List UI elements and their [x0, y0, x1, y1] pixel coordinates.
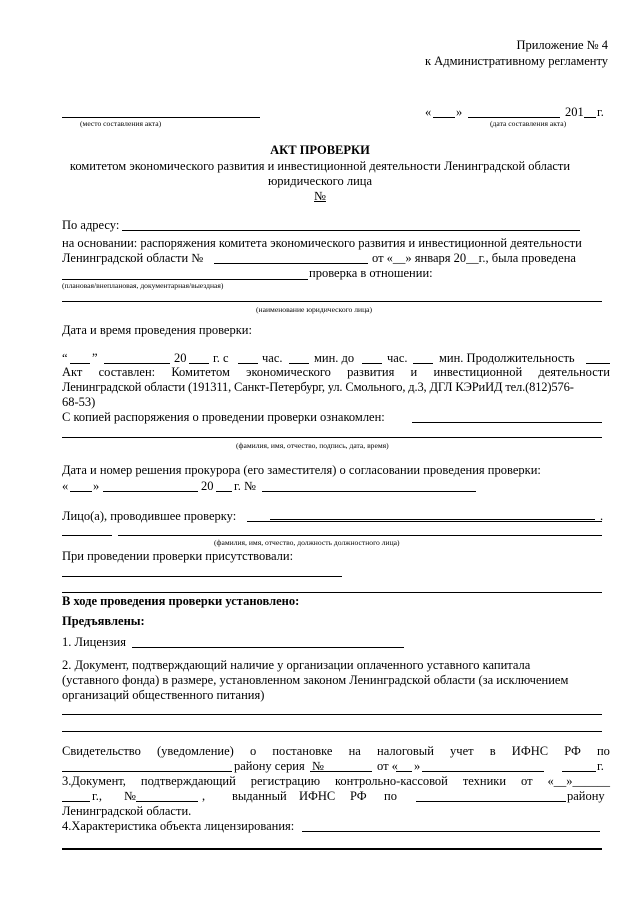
dt-to-min-line	[413, 363, 433, 364]
item3-number-label: №	[124, 789, 136, 803]
item3-word: техники	[462, 774, 507, 788]
date-day-line	[433, 117, 455, 118]
license-line	[132, 647, 404, 648]
regulation-reference: к Административному регламенту	[424, 54, 608, 68]
inspector-end-dot: .	[600, 509, 604, 523]
act-word: деятельности	[538, 365, 610, 379]
appendix-number: Приложение № 4	[516, 38, 608, 52]
address-label: По адресу:	[62, 218, 120, 232]
item3-district-line	[416, 801, 566, 802]
item2-line2: (уставного фонда) в размере, установленном законом Ленинградской области (за исключением	[62, 673, 569, 687]
present-line-1	[62, 576, 342, 577]
cert-year-line	[562, 771, 596, 772]
entity-name-line	[62, 301, 602, 302]
dt-year-line	[189, 363, 209, 364]
certificate-word: постановке	[272, 744, 333, 758]
certificate-word: о	[249, 744, 257, 758]
cert-district-line	[62, 771, 232, 772]
item2-line-b	[62, 731, 602, 732]
item3-line1	[62, 774, 610, 788]
datetime-label: Дата и время проведения проверки:	[62, 323, 252, 337]
certificate-word: РФ	[564, 744, 581, 758]
dt-hour-label-2: час.	[387, 351, 408, 365]
item3-line3: Ленинградской области.	[62, 804, 192, 818]
certificate-word: (уведомление)	[157, 744, 234, 758]
date-quote-open: «	[425, 105, 432, 119]
dt-to-hour-line	[362, 363, 382, 364]
entity-name-caption: (наименование юридического лица)	[256, 305, 373, 314]
item3-word: «__»______	[547, 774, 610, 788]
item3-po: по	[384, 789, 397, 803]
item3-number-line	[136, 801, 198, 802]
act-word: Акт	[62, 365, 83, 379]
bottom-rule	[62, 848, 602, 850]
item2-line3: организаций общественного питания)	[62, 688, 265, 702]
certificate-word: ИФНС	[511, 744, 549, 758]
inspector-line-1	[247, 521, 602, 522]
act-word: составлен:	[98, 365, 156, 379]
item3-word: от	[521, 774, 533, 788]
inspection-type-line	[62, 279, 308, 280]
place-caption: (место составления акта)	[80, 119, 162, 128]
cert-from-label: от «	[377, 759, 398, 773]
inspection-subject-label: проверка в отношении:	[309, 266, 433, 280]
dt-month-line	[104, 363, 170, 364]
address-line	[122, 230, 580, 231]
cert-number-label: №	[312, 759, 324, 773]
certificate-line1	[62, 744, 610, 758]
item3-word: регистрацию	[250, 774, 321, 788]
prosecutor-number-label: г. №	[234, 479, 256, 493]
inspector-label: Лицо(а), проводившее проверку:	[62, 509, 237, 523]
date-quote-close: »	[456, 105, 463, 119]
prosecutor-year: 20	[201, 479, 214, 493]
date-caption: (дата составления акта)	[490, 119, 567, 128]
cert-series-label: району серия	[234, 759, 305, 773]
item4-label: 4.Характеристика объекта лицензирования:	[62, 819, 295, 833]
dt-from-hour-line	[238, 363, 258, 364]
presented-heading: Предъявлены:	[62, 614, 145, 628]
place-line	[62, 117, 260, 118]
cert-month-line	[422, 771, 544, 772]
item3-year-line	[62, 801, 90, 802]
act-composed-line2: Ленинградской области (191311, Санкт-Петербург, ул. Смольного, д.3, ДГЛ КЭРиИД тел.(812)576-	[62, 380, 574, 394]
date-year-suffix: г.	[597, 105, 604, 119]
acquainted-line-2	[62, 437, 602, 438]
act-number: №	[314, 189, 326, 203]
act-composed-line3: 68-53)	[62, 395, 96, 409]
dt-hour-label-1: час.	[262, 351, 283, 365]
prosecutor-quote-open: «	[62, 479, 69, 493]
dt-min-to: мин. до	[314, 351, 355, 365]
item3-rf: РФ	[350, 789, 367, 803]
prosecutor-year-line	[216, 491, 232, 492]
dt-quote-close: ”	[92, 351, 98, 365]
inspection-type-caption: (плановая/внеплановая, документарная/выездная)	[62, 281, 224, 290]
item3-word: контрольно-кассовой	[334, 774, 448, 788]
dt-from: г. с	[213, 351, 229, 365]
item3-word: подтверждающий	[140, 774, 236, 788]
inspector-caption: (фамилия, имя, отчество, должность должностного лица)	[214, 538, 400, 547]
entity-type: юридического лица	[267, 174, 373, 188]
basis-order-date: от «__» января 20__г., была проведена	[372, 251, 576, 265]
certificate-word: налоговый	[377, 744, 434, 758]
inspector-line-1-bold	[270, 519, 595, 520]
prosecutor-number-line	[262, 491, 476, 492]
act-word: Комитетом	[171, 365, 230, 379]
inspector-line-2a	[62, 535, 112, 536]
act-composed-line1	[62, 365, 610, 379]
certificate-word: Свидетельство	[62, 744, 141, 758]
certificate-word: на	[348, 744, 361, 758]
act-word: развития	[347, 365, 395, 379]
dt-duration-label: мин. Продолжительность	[439, 351, 575, 365]
cert-quote-close: »	[414, 759, 421, 773]
date-month-line	[468, 117, 560, 118]
item2-line1: 2. Документ, подтверждающий наличие у организации оплаченного уставного капитала	[62, 658, 531, 672]
item3-year-suffix: г.,	[92, 789, 102, 803]
inspector-line-2b	[118, 535, 602, 536]
certificate-word: по	[596, 744, 610, 758]
act-title: АКТ ПРОВЕРКИ	[270, 143, 370, 157]
item3-rayon: району	[567, 789, 605, 803]
present-label: При проведении проверки присутствовали:	[62, 549, 294, 563]
order-number-line	[214, 263, 368, 264]
present-line-2	[62, 592, 602, 593]
prosecutor-label: Дата и номер решения прокурора (его заместителя) о согласовании проведения проверки:	[62, 463, 541, 477]
item1-license: 1. Лицензия	[62, 635, 126, 649]
certificate-word: в	[489, 744, 496, 758]
item3-word: 3.Документ,	[62, 774, 126, 788]
item3-ifns: ИФНС	[299, 789, 336, 803]
prosecutor-month-line	[103, 491, 198, 492]
certificate-word: учет	[450, 744, 474, 758]
basis-line1: на основании: распоряжения комитета экономического развития и инвестиционной деятельности	[62, 236, 582, 250]
date-year-prefix: 201	[565, 105, 584, 119]
basis-order-label: Ленинградской области №	[62, 251, 204, 265]
item3-issued: выданный	[232, 789, 287, 803]
act-word: инвестиционной	[433, 365, 523, 379]
dt-day-line	[70, 363, 90, 364]
item3-comma: ,	[202, 789, 206, 803]
cert-day-line	[396, 771, 412, 772]
cert-year-suffix: г.	[597, 759, 604, 773]
cert-number-line	[324, 771, 372, 772]
committee-line: комитетом экономического развития и инвестиционной деятельности Ленинградской области	[69, 159, 571, 173]
prosecutor-day-line	[70, 491, 92, 492]
item2-line-a	[62, 714, 602, 715]
date-year-line	[584, 117, 596, 118]
dt-from-min-line	[289, 363, 309, 364]
prosecutor-quote-close: »	[93, 479, 100, 493]
acquainted-label: С копией распоряжения о проведении проверки ознакомлен:	[62, 410, 385, 424]
item4-line	[302, 831, 600, 832]
act-word: и	[410, 365, 418, 379]
findings-heading: В ходе проведения проверки установлено:	[62, 594, 300, 608]
dt-quote-open: “	[62, 351, 68, 365]
acquainted-caption: (фамилия, имя, отчество, подпись, дата, время)	[236, 441, 389, 450]
dt-duration-line	[586, 363, 610, 364]
dt-year: 20	[174, 351, 187, 365]
acquainted-line-1	[412, 422, 602, 423]
act-word: экономического	[246, 365, 331, 379]
